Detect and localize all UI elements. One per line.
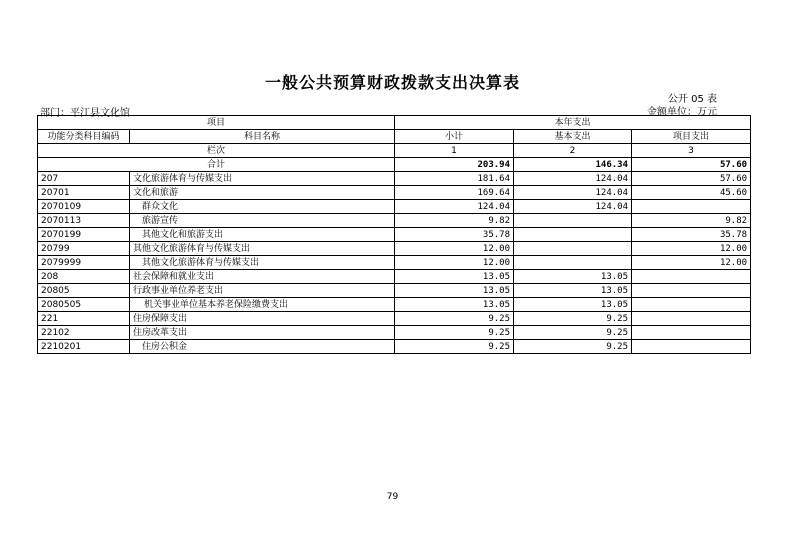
header-basic: 基本支出 — [514, 130, 632, 144]
row-project: 12.00 — [632, 242, 751, 256]
row-name: 住房改革支出 — [130, 326, 395, 340]
row-project — [632, 312, 751, 326]
column-number-1: 1 — [395, 144, 514, 158]
table-row — [38, 340, 751, 354]
row-basic — [514, 214, 632, 228]
row-code: 2070109 — [38, 200, 130, 214]
row-subtotal: 12.00 — [395, 256, 514, 270]
row-subtotal: 9.25 — [395, 312, 514, 326]
header-subtotal: 小计 — [395, 130, 514, 144]
total-label: 合计 — [38, 158, 395, 172]
table-row — [38, 284, 751, 298]
row-basic: 9.25 — [514, 312, 632, 326]
row-project: 12.00 — [632, 256, 751, 270]
header-project: 项目 — [38, 116, 395, 130]
column-order-row — [38, 144, 751, 158]
amount-unit-label: 金额单位：万元 — [647, 107, 717, 118]
row-code: 2070113 — [38, 214, 130, 228]
row-basic — [514, 228, 632, 242]
row-name: 其他文化和旅游支出 — [130, 228, 395, 242]
row-subtotal: 124.04 — [395, 200, 514, 214]
expenditure-table — [37, 115, 751, 354]
row-code: 22102 — [38, 326, 130, 340]
row-basic — [514, 242, 632, 256]
header-code: 功能分类科目编码 — [38, 130, 130, 144]
row-subtotal: 12.00 — [395, 242, 514, 256]
row-name: 其他文化旅游体育与传媒支出 — [130, 256, 395, 270]
table-row — [38, 326, 751, 340]
row-name: 群众文化 — [130, 200, 395, 214]
row-subtotal: 13.05 — [395, 270, 514, 284]
header-project-expenditure: 项目支出 — [632, 130, 751, 144]
table-row — [38, 172, 751, 186]
total-subtotal: 203.94 — [395, 158, 514, 172]
table-number: 公开 05 表 — [667, 94, 717, 105]
table-row — [38, 228, 751, 242]
row-subtotal: 13.05 — [395, 284, 514, 298]
row-code: 20799 — [38, 242, 130, 256]
header-current-year: 本年支出 — [395, 116, 751, 130]
row-project: 9.82 — [632, 214, 751, 228]
row-project — [632, 326, 751, 340]
row-name: 住房公积金 — [130, 340, 395, 354]
row-project — [632, 200, 751, 214]
row-subtotal: 9.82 — [395, 214, 514, 228]
row-basic: 13.05 — [514, 270, 632, 284]
column-order-label: 栏次 — [38, 144, 395, 158]
table-row — [38, 256, 751, 270]
table-row — [38, 298, 751, 312]
row-name: 社会保障和就业支出 — [130, 270, 395, 284]
column-number-2: 2 — [514, 144, 632, 158]
row-basic: 13.05 — [514, 284, 632, 298]
row-basic: 9.25 — [514, 326, 632, 340]
row-code: 208 — [38, 270, 130, 284]
row-subtotal: 181.64 — [395, 172, 514, 186]
column-number-3: 3 — [632, 144, 751, 158]
table-row — [38, 242, 751, 256]
row-subtotal: 35.78 — [395, 228, 514, 242]
row-code: 207 — [38, 172, 130, 186]
row-subtotal: 169.64 — [395, 186, 514, 200]
row-subtotal: 13.05 — [395, 298, 514, 312]
row-project — [632, 284, 751, 298]
row-name: 住房保障支出 — [130, 312, 395, 326]
department-label: 部门：平江县文化馆 — [40, 108, 130, 119]
row-code: 2070199 — [38, 228, 130, 242]
row-basic: 9.25 — [514, 340, 632, 354]
total-basic: 146.34 — [514, 158, 632, 172]
total-row — [38, 158, 751, 172]
row-subtotal: 9.25 — [395, 340, 514, 354]
row-basic: 124.04 — [514, 172, 632, 186]
total-project: 57.60 — [632, 158, 751, 172]
header-row-top — [38, 116, 751, 130]
row-project: 57.60 — [632, 172, 751, 186]
row-name: 旅游宣传 — [130, 214, 395, 228]
page-title: 一般公共预算财政拨款支出决算表 — [264, 73, 520, 92]
header-row-main — [38, 130, 751, 144]
row-project: 35.78 — [632, 228, 751, 242]
row-basic: 13.05 — [514, 298, 632, 312]
row-code: 2210201 — [38, 340, 130, 354]
row-project — [632, 340, 751, 354]
header-name: 科目名称 — [130, 130, 395, 144]
row-name: 机关事业单位基本养老保险缴费支出 — [130, 298, 395, 312]
row-basic: 124.04 — [514, 186, 632, 200]
row-basic: 124.04 — [514, 200, 632, 214]
page-number: 79 — [386, 492, 399, 502]
row-project: 45.60 — [632, 186, 751, 200]
row-name: 其他文化旅游体育与传媒支出 — [130, 242, 395, 256]
row-subtotal: 9.25 — [395, 326, 514, 340]
row-name: 文化和旅游 — [130, 186, 395, 200]
row-code: 20701 — [38, 186, 130, 200]
table-row — [38, 214, 751, 228]
row-code: 20805 — [38, 284, 130, 298]
row-project — [632, 270, 751, 284]
table-row — [38, 270, 751, 284]
row-project — [632, 298, 751, 312]
table-row — [38, 200, 751, 214]
row-name: 文化旅游体育与传媒支出 — [130, 172, 395, 186]
table-row — [38, 186, 751, 200]
row-code: 2080505 — [38, 298, 130, 312]
row-code: 2079999 — [38, 256, 130, 270]
row-code: 221 — [38, 312, 130, 326]
row-name: 行政事业单位养老支出 — [130, 284, 395, 298]
row-basic — [514, 256, 632, 270]
table-row — [38, 312, 751, 326]
